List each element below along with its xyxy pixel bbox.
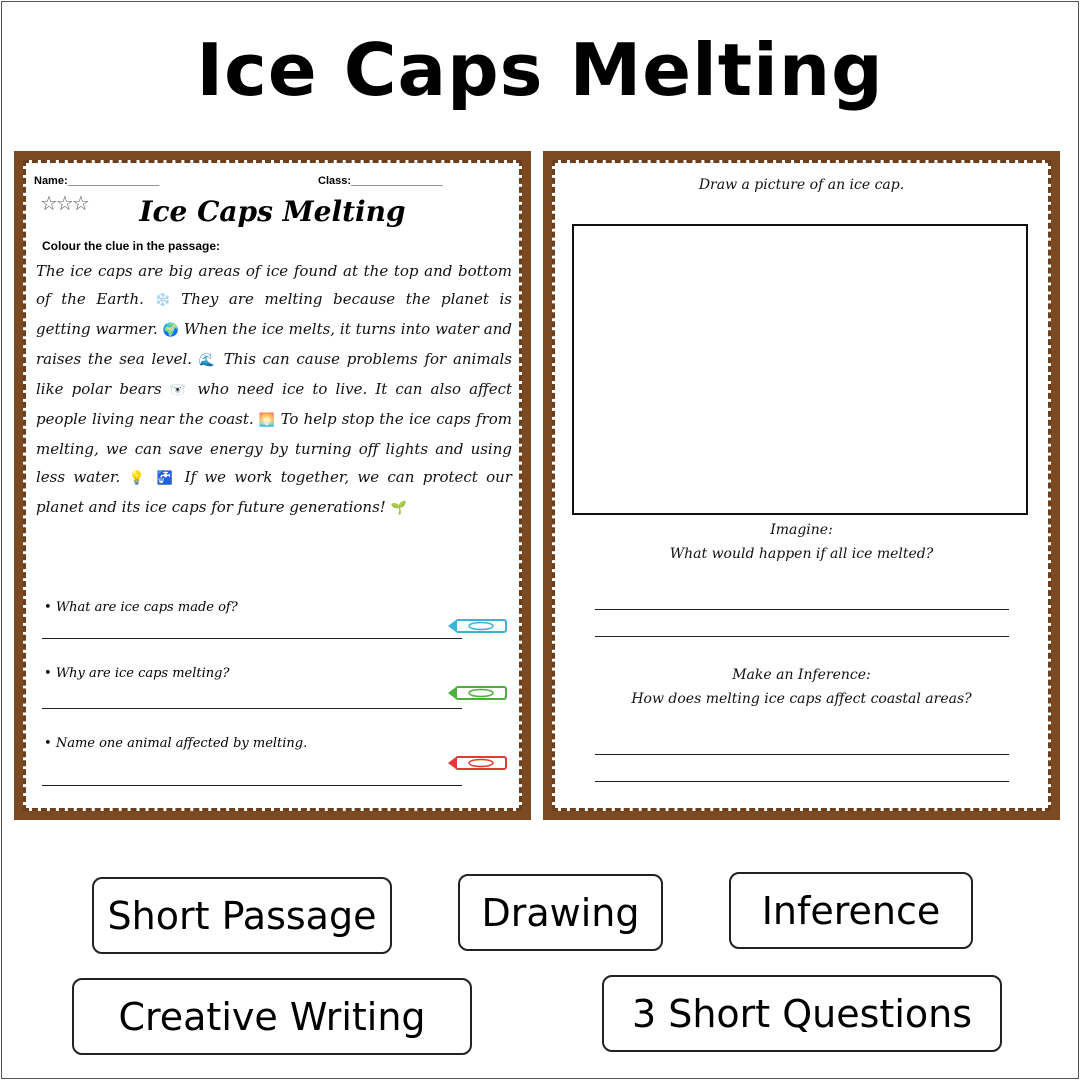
- crayon-icon-red: [448, 755, 508, 771]
- tag-short-questions: 3 Short Questions: [602, 975, 1002, 1052]
- emoji-icon: 🌍: [162, 323, 179, 338]
- class-field-label: Class:_______________: [318, 175, 443, 187]
- tag-short-passage: Short Passage: [92, 877, 392, 954]
- passage-text: If we work together, we can protect our planet and its ice caps for future generations!: [36, 468, 512, 516]
- passage-text: This can cause problems for animals like polar bears: [36, 350, 513, 398]
- imagine-answer-line-1[interactable]: [595, 609, 1009, 610]
- answer-line-1[interactable]: [42, 638, 462, 639]
- tag-drawing: Drawing: [458, 874, 663, 951]
- worksheet-passage-inner: [23, 160, 522, 811]
- worksheet-drawing-inner: [552, 160, 1051, 811]
- passage-text: who need ice to live. It can also affect people living near the coast.: [36, 380, 512, 428]
- passage-text: To help stop the ice caps from melting, we can save energy by turning off lights and using less water.: [36, 410, 513, 486]
- question-1-text: What are ice caps made of?: [55, 600, 238, 615]
- emoji-icon: 🌊: [198, 353, 217, 368]
- crayon-icon-blue: [448, 618, 508, 634]
- worksheet-title: Ice Caps Melting: [139, 195, 406, 228]
- question-1: • What are ice caps made of?: [44, 600, 238, 615]
- question-3: • Name one animal affected by melting.: [44, 736, 308, 751]
- page-title: Ice Caps Melting: [196, 28, 884, 112]
- imagine-answer-line-2[interactable]: [595, 636, 1009, 637]
- inference-question: How does melting ice caps affect coastal areas?: [631, 691, 972, 707]
- tag-creative-writing: Creative Writing: [72, 978, 472, 1055]
- passage-text: When the ice melts, it turns into water and raises the sea level.: [36, 320, 513, 368]
- emoji-icon: 💡: [128, 471, 149, 486]
- emoji-icon: 🚰: [156, 471, 177, 486]
- tag-inference: Inference: [729, 872, 973, 949]
- worksheet-passage: [14, 151, 531, 820]
- rating-stars: ☆☆☆: [40, 193, 88, 215]
- emoji-icon: 🌱: [390, 501, 407, 516]
- drawing-box[interactable]: [572, 224, 1028, 515]
- emoji-icon: 🐻‍❄️: [169, 383, 190, 398]
- instruction-text: Colour the clue in the passage:: [42, 239, 221, 253]
- draw-prompt: Draw a picture of an ice cap.: [698, 177, 905, 193]
- answer-line-3[interactable]: [42, 785, 462, 786]
- imagine-question: What would happen if all ice melted?: [669, 546, 934, 562]
- passage-text: [148, 468, 156, 486]
- inference-answer-line-2[interactable]: [595, 781, 1009, 782]
- reading-passage: [36, 257, 512, 523]
- answer-line-2[interactable]: [42, 708, 462, 709]
- name-field-label: Name:_______________: [34, 175, 160, 187]
- passage-text: They are melting because the planet is getting warmer.: [36, 290, 512, 338]
- inference-answer-line-1[interactable]: [595, 754, 1009, 755]
- crayon-icon-green: [448, 685, 508, 701]
- emoji-icon: ❄️: [154, 293, 171, 308]
- question-2-text: Why are ice caps melting?: [55, 666, 230, 681]
- question-2: • Why are ice caps melting?: [44, 666, 230, 681]
- emoji-icon: 🌅: [258, 413, 276, 428]
- inference-label: Make an Inference:: [732, 667, 871, 683]
- passage-text: The ice caps are big areas of ice found at the top and bottom of the Earth.: [36, 262, 512, 308]
- imagine-label: Imagine:: [770, 522, 833, 538]
- question-3-text: Name one animal affected by melting.: [55, 736, 308, 751]
- worksheet-drawing: [543, 151, 1060, 820]
